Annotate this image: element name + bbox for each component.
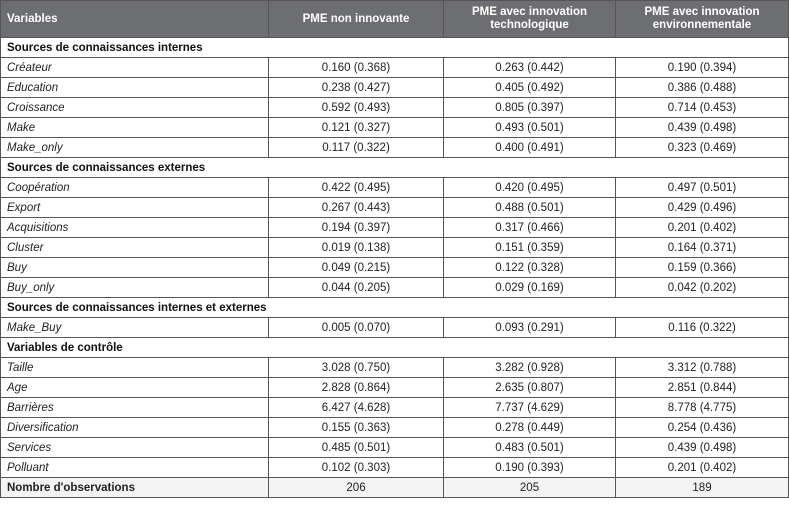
table-header-row xyxy=(1,1,789,38)
total-row xyxy=(1,478,789,498)
table-row xyxy=(1,58,789,78)
value-cell: 0.386 (0.488) xyxy=(616,78,789,98)
table-row xyxy=(1,238,789,258)
value-cell: 0.439 (0.498) xyxy=(616,438,789,458)
table-row xyxy=(1,318,789,338)
value-cell: 0.093 (0.291) xyxy=(444,318,616,338)
variable-name: Nombre d'observations xyxy=(1,478,269,498)
value-cell: 0.317 (0.466) xyxy=(444,218,616,238)
header-variables: Variables xyxy=(1,1,269,38)
section-label: Sources de connaissances internes xyxy=(1,38,789,58)
value-cell: 3.282 (0.928) xyxy=(444,358,616,378)
section-header-row xyxy=(1,338,789,358)
header-tech-innovation: PME avec innovation technologique xyxy=(444,1,616,38)
table-row xyxy=(1,358,789,378)
value-cell: 6.427 (4.628) xyxy=(269,398,444,418)
table-row xyxy=(1,278,789,298)
variable-name: Polluant xyxy=(1,458,269,478)
value-cell: 0.278 (0.449) xyxy=(444,418,616,438)
value-cell: 0.805 (0.397) xyxy=(444,98,616,118)
value-cell: 0.116 (0.322) xyxy=(616,318,789,338)
value-cell: 0.121 (0.327) xyxy=(269,118,444,138)
value-cell: 0.042 (0.202) xyxy=(616,278,789,298)
value-cell: 0.029 (0.169) xyxy=(444,278,616,298)
value-cell: 0.159 (0.366) xyxy=(616,258,789,278)
value-cell: 0.238 (0.427) xyxy=(269,78,444,98)
table-row xyxy=(1,198,789,218)
value-cell: 206 xyxy=(269,478,444,498)
value-cell: 7.737 (4.629) xyxy=(444,398,616,418)
variable-name: Export xyxy=(1,198,269,218)
table-row xyxy=(1,458,789,478)
value-cell: 2.635 (0.807) xyxy=(444,378,616,398)
variable-name: Make_Buy xyxy=(1,318,269,338)
variable-name: Age xyxy=(1,378,269,398)
variable-name: Diversification xyxy=(1,418,269,438)
variable-name: Buy xyxy=(1,258,269,278)
section-header-row xyxy=(1,298,789,318)
value-cell: 0.497 (0.501) xyxy=(616,178,789,198)
variable-name: Coopération xyxy=(1,178,269,198)
section-label: Sources de connaissances externes xyxy=(1,158,789,178)
variable-name: Barrières xyxy=(1,398,269,418)
value-cell: 0.429 (0.496) xyxy=(616,198,789,218)
table-row xyxy=(1,378,789,398)
value-cell: 0.155 (0.363) xyxy=(269,418,444,438)
value-cell: 0.194 (0.397) xyxy=(269,218,444,238)
value-cell: 189 xyxy=(616,478,789,498)
section-header-row xyxy=(1,158,789,178)
value-cell: 0.400 (0.491) xyxy=(444,138,616,158)
value-cell: 0.323 (0.469) xyxy=(616,138,789,158)
table-body xyxy=(1,38,789,498)
table-row xyxy=(1,98,789,118)
value-cell: 0.267 (0.443) xyxy=(269,198,444,218)
variable-name: Services xyxy=(1,438,269,458)
value-cell: 8.778 (4.775) xyxy=(616,398,789,418)
value-cell: 0.488 (0.501) xyxy=(444,198,616,218)
value-cell: 0.164 (0.371) xyxy=(616,238,789,258)
value-cell: 2.828 (0.864) xyxy=(269,378,444,398)
variable-name: Taille xyxy=(1,358,269,378)
value-cell: 0.254 (0.436) xyxy=(616,418,789,438)
value-cell: 0.263 (0.442) xyxy=(444,58,616,78)
variable-name: Acquisitions xyxy=(1,218,269,238)
table-row xyxy=(1,178,789,198)
value-cell: 0.005 (0.070) xyxy=(269,318,444,338)
value-cell: 0.483 (0.501) xyxy=(444,438,616,458)
variable-name: Buy_only xyxy=(1,278,269,298)
value-cell: 0.714 (0.453) xyxy=(616,98,789,118)
table-row xyxy=(1,418,789,438)
variable-name: Make xyxy=(1,118,269,138)
value-cell: 0.201 (0.402) xyxy=(616,458,789,478)
table-row xyxy=(1,438,789,458)
table-row xyxy=(1,398,789,418)
header-env-innovation: PME avec innovation environnementale xyxy=(616,1,789,38)
value-cell: 0.405 (0.492) xyxy=(444,78,616,98)
header-non-innovative: PME non innovante xyxy=(269,1,444,38)
value-cell: 0.122 (0.328) xyxy=(444,258,616,278)
table-row xyxy=(1,118,789,138)
table-row xyxy=(1,258,789,278)
value-cell: 0.117 (0.322) xyxy=(269,138,444,158)
value-cell: 0.160 (0.368) xyxy=(269,58,444,78)
value-cell: 2.851 (0.844) xyxy=(616,378,789,398)
value-cell: 0.151 (0.359) xyxy=(444,238,616,258)
variable-name: Croissance xyxy=(1,98,269,118)
value-cell: 0.485 (0.501) xyxy=(269,438,444,458)
variable-name: Créateur xyxy=(1,58,269,78)
table-row xyxy=(1,138,789,158)
variable-name: Make_only xyxy=(1,138,269,158)
value-cell: 0.019 (0.138) xyxy=(269,238,444,258)
value-cell: 0.102 (0.303) xyxy=(269,458,444,478)
value-cell: 0.592 (0.493) xyxy=(269,98,444,118)
value-cell: 0.201 (0.402) xyxy=(616,218,789,238)
value-cell: 0.190 (0.393) xyxy=(444,458,616,478)
value-cell: 0.044 (0.205) xyxy=(269,278,444,298)
value-cell: 0.049 (0.215) xyxy=(269,258,444,278)
value-cell: 3.312 (0.788) xyxy=(616,358,789,378)
value-cell: 0.493 (0.501) xyxy=(444,118,616,138)
value-cell: 0.190 (0.394) xyxy=(616,58,789,78)
table-row xyxy=(1,78,789,98)
table-row xyxy=(1,218,789,238)
value-cell: 0.422 (0.495) xyxy=(269,178,444,198)
value-cell: 205 xyxy=(444,478,616,498)
value-cell: 0.439 (0.498) xyxy=(616,118,789,138)
variable-name: Cluster xyxy=(1,238,269,258)
value-cell: 0.420 (0.495) xyxy=(444,178,616,198)
section-label: Variables de contrôle xyxy=(1,338,789,358)
section-header-row xyxy=(1,38,789,58)
section-label: Sources de connaissances internes et externes xyxy=(1,298,789,318)
value-cell: 3.028 (0.750) xyxy=(269,358,444,378)
variable-name: Education xyxy=(1,78,269,98)
